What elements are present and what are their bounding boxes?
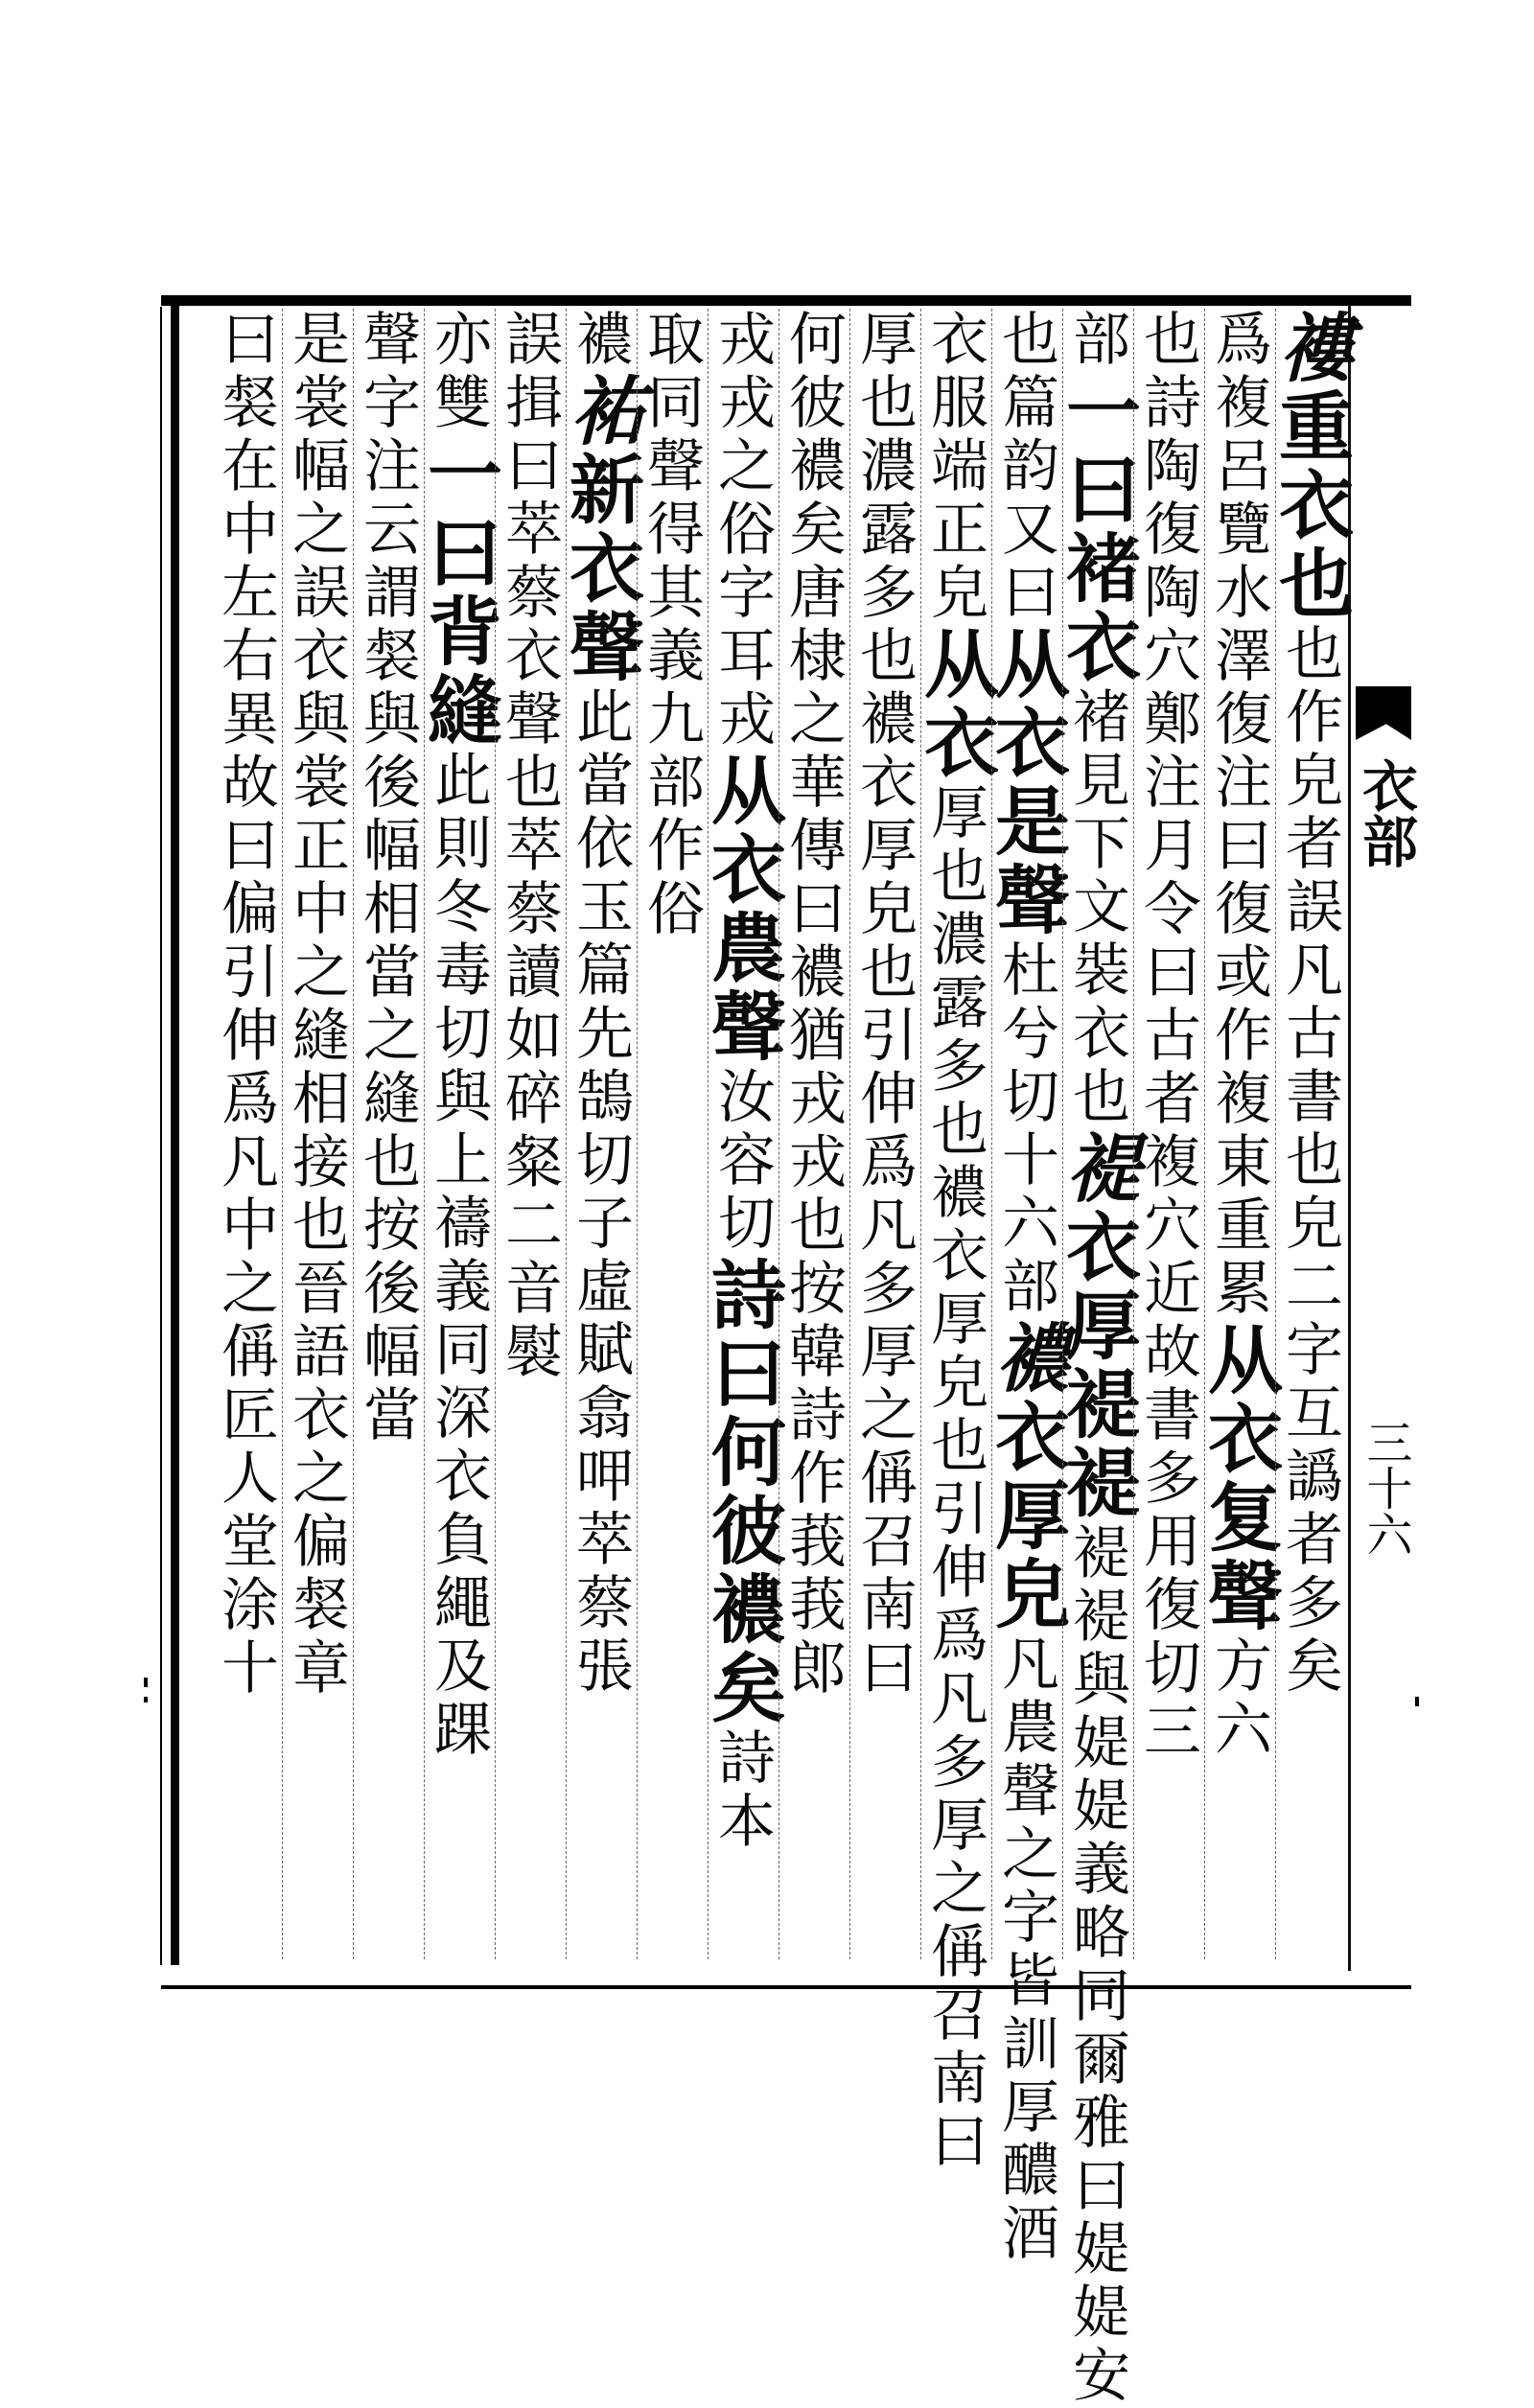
text-column xyxy=(779,309,847,1959)
inner-left-rule xyxy=(171,297,179,1965)
text-column xyxy=(1054,309,1141,2408)
commentary-text: 近故書多用復切三 xyxy=(1134,1258,1201,1764)
commentary-text: 戎戎之俗字耳戎 xyxy=(709,309,776,752)
main-text: 新衣聲 xyxy=(557,451,644,686)
commentary-text: 襛 xyxy=(567,309,634,372)
text-column xyxy=(557,309,644,1959)
text-column xyxy=(699,309,786,1959)
commentary-text: 此當依玉篇先鵠切子虛賦翕呷萃蔡張 xyxy=(567,686,634,1699)
fold-page-number: 三十六 xyxy=(1359,1419,1412,1557)
commentary-text: 取同聲得其義 xyxy=(638,309,705,688)
seal-script-headword: 褸 xyxy=(1267,309,1354,387)
text-columns xyxy=(197,309,1354,2408)
text-column xyxy=(353,309,421,1959)
commentary-text: 汝容切 xyxy=(709,1066,776,1256)
commentary-text: 是裳幅之誤衣與裳正中之縫相接也晉語衣之偏裻章 xyxy=(283,309,350,1701)
commentary-text: 聲字 xyxy=(354,309,421,435)
commentary-text: 也詩陶復陶穴鄭注月令曰古者複穴 xyxy=(1134,309,1201,1258)
ink-speck xyxy=(144,1678,148,1687)
text-column xyxy=(637,309,705,1959)
text-column xyxy=(912,309,999,2174)
seal-script-headword: 𧙗 xyxy=(557,372,644,451)
main-text: 一曰背縫 xyxy=(415,435,502,750)
main-text: 一曰褚衣 xyxy=(1054,372,1141,686)
commentary-text: 何彼襛矣唐棣之華傳曰襛猶戎戎也按韓詩作莪莪郎 xyxy=(779,309,847,1701)
commentary-text: 衣服端正皃 xyxy=(921,309,988,625)
fold-title: 衣部 xyxy=(1353,757,1418,868)
text-column xyxy=(983,309,1070,2266)
commentary-text: 褆褆與媞媞義略同爾雅曰媞媞安 xyxy=(1063,1522,1130,2408)
seal-script-headword: 襛 xyxy=(983,1319,1070,1398)
commentary-text: 注云謂裻與後幅相當之縫也按後幅當 xyxy=(354,435,421,1447)
commentary-text: 方六 xyxy=(1205,1635,1272,1762)
seal-script-headword: 褆 xyxy=(1054,1129,1141,1208)
text-column xyxy=(849,309,918,1959)
main-text: 衣厚皃 xyxy=(983,1398,1070,1633)
commentary-text: 誤 xyxy=(496,309,563,372)
main-text: 詩曰何彼襛矣 xyxy=(699,1256,786,1727)
outer-left-rule xyxy=(160,307,162,1965)
commentary-text: 厚也濃露多也襛衣厚皃也引伸爲凡多厚之偁召南曰 xyxy=(921,782,988,2174)
commentary-text: 厚也濃露多也襛衣厚皃也引伸爲凡多厚之偁召南曰 xyxy=(850,309,918,1701)
commentary-text: 曰裻在中左右異故曰偏引伸爲凡中之偁匠人堂涂十 xyxy=(212,309,279,1701)
text-column xyxy=(495,309,563,1959)
main-text: 从衣复聲 xyxy=(1196,1321,1283,1635)
text-column xyxy=(212,309,279,1959)
main-text: 从衣是聲 xyxy=(983,625,1070,939)
commentary-text: 凡農聲之字皆訓厚醲酒 xyxy=(992,1633,1059,2266)
commentary-text: 部 xyxy=(1063,309,1130,372)
commentary-text: 也作皃者誤凡古書也皃二字互譌者多矣 xyxy=(1276,623,1343,1699)
text-column xyxy=(415,309,502,1959)
commentary-text: 九部 xyxy=(638,688,705,815)
commentary-text: 詩本 xyxy=(709,1727,776,1854)
commentary-text: 揖曰萃蔡衣聲也萃蔡讀如碎粲二音褽 xyxy=(496,372,563,1384)
commentary-text: 杜兮切十六部 xyxy=(992,939,1059,1319)
commentary-text: 褚見下文裝衣也 xyxy=(1063,686,1130,1129)
commentary-text: 爲複呂覽水澤復注曰復或作複東重累 xyxy=(1205,309,1272,1321)
ink-speck xyxy=(144,1697,148,1702)
text-column xyxy=(1267,309,1354,1959)
main-text: 重衣也 xyxy=(1267,387,1354,623)
main-text: 从衣農聲 xyxy=(699,752,786,1066)
ink-speck xyxy=(1415,1697,1419,1706)
commentary-text: 作俗 xyxy=(638,815,705,941)
main-text: 从衣 xyxy=(912,625,999,782)
main-text: 衣厚褆褆 xyxy=(1054,1208,1141,1522)
text-column xyxy=(1196,309,1283,1959)
commentary-text: 也篇韵又曰 xyxy=(992,309,1059,625)
commentary-text: 此則冬毒切與上禱義同深衣負繩及踝 xyxy=(425,750,492,1762)
commentary-text: 亦雙 xyxy=(425,309,492,435)
text-column xyxy=(282,309,350,1959)
text-column xyxy=(1133,309,1201,1959)
